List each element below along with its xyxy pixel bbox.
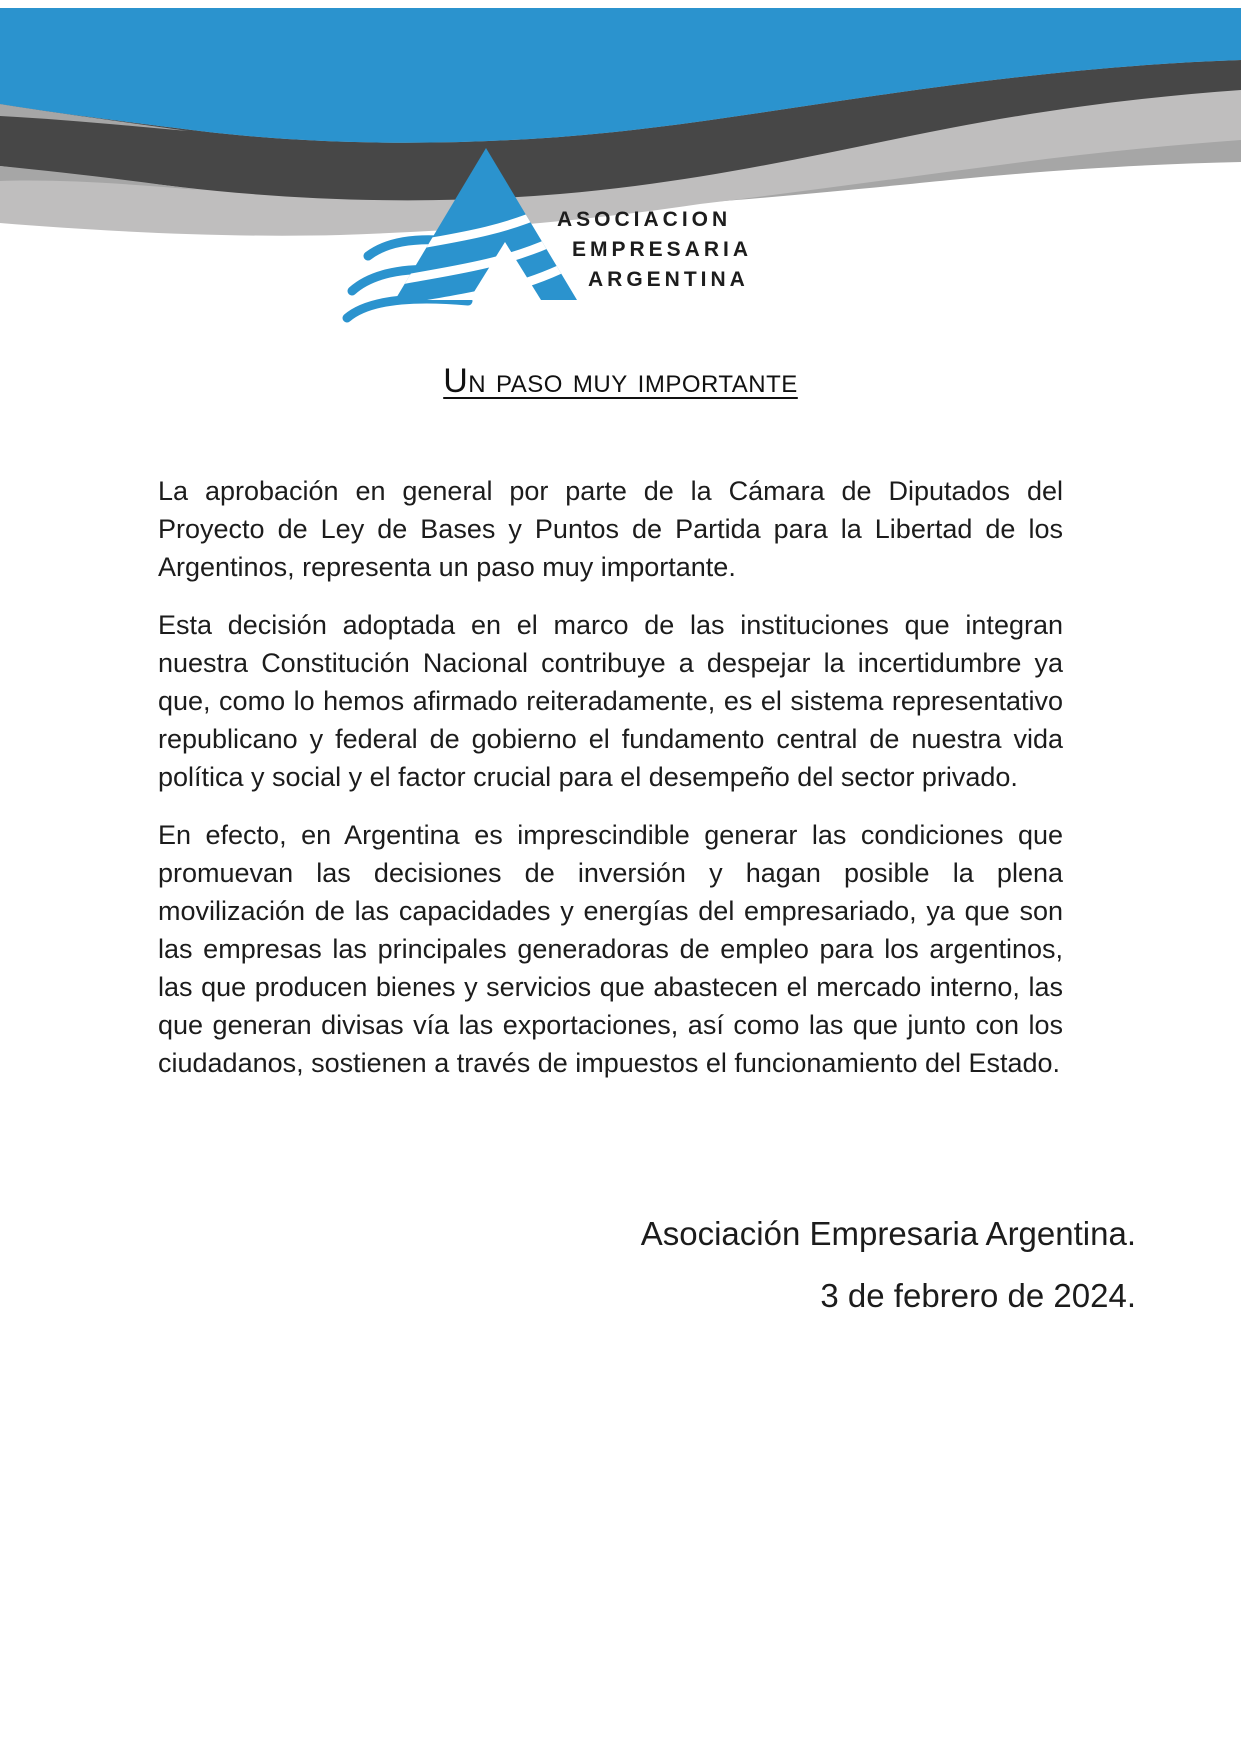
logo-wordmark-line1: ASOCIACION [557,208,732,231]
body-paragraph-2: Esta decisión adoptada en el marco de las instituciones que integran nuestra Constitución Nacional contribuye a despejar la incertidumbre ya que, como lo hemos afirmado reiteradamente, es el sistema representativo republicano y federal de gobierno el fundamento central de nuestra vida política y social y el factor crucial para el desempeño del sector privado. [158,610,1063,792]
document-body [0,472,1241,1082]
body-paragraph-3: En efecto, en Argentina es imprescindible generar las condiciones que promuevan las decisiones de inversión y hagan posible la plena movilización de las capacidades y energías del empresariado, ya que son las empresas las principales generadoras de empleo para los argentinos, las que producen bienes y servicios que abastecen el mercado interno, las que generan divisas vía las exportaciones, así como las que junto con los ciudadanos, sostienen a través de impuestos el funcionamiento del Estado. [158,820,1063,1078]
body-paragraph-1: La aprobación en general por parte de la Cámara de Diputados del Proyecto de Ley de Bases y Puntos de Partida para la Libertad de los Argentinos, representa un paso muy importante. [158,476,1063,582]
logo-wordmark-line2: EMPRESARIA [572,238,753,261]
signature-block [0,1212,1241,1318]
logo-wordmark [557,205,752,295]
orbit-tail-3-icon [347,299,468,318]
signature-org: Asociación Empresaria Argentina. [640,1215,1136,1252]
page-title-text: Un paso muy importante [443,362,798,400]
logo-wordmark-line3: ARGENTINA [588,268,749,291]
page-title [0,360,1241,402]
signature-date: 3 de febrero de 2024. [820,1277,1136,1314]
